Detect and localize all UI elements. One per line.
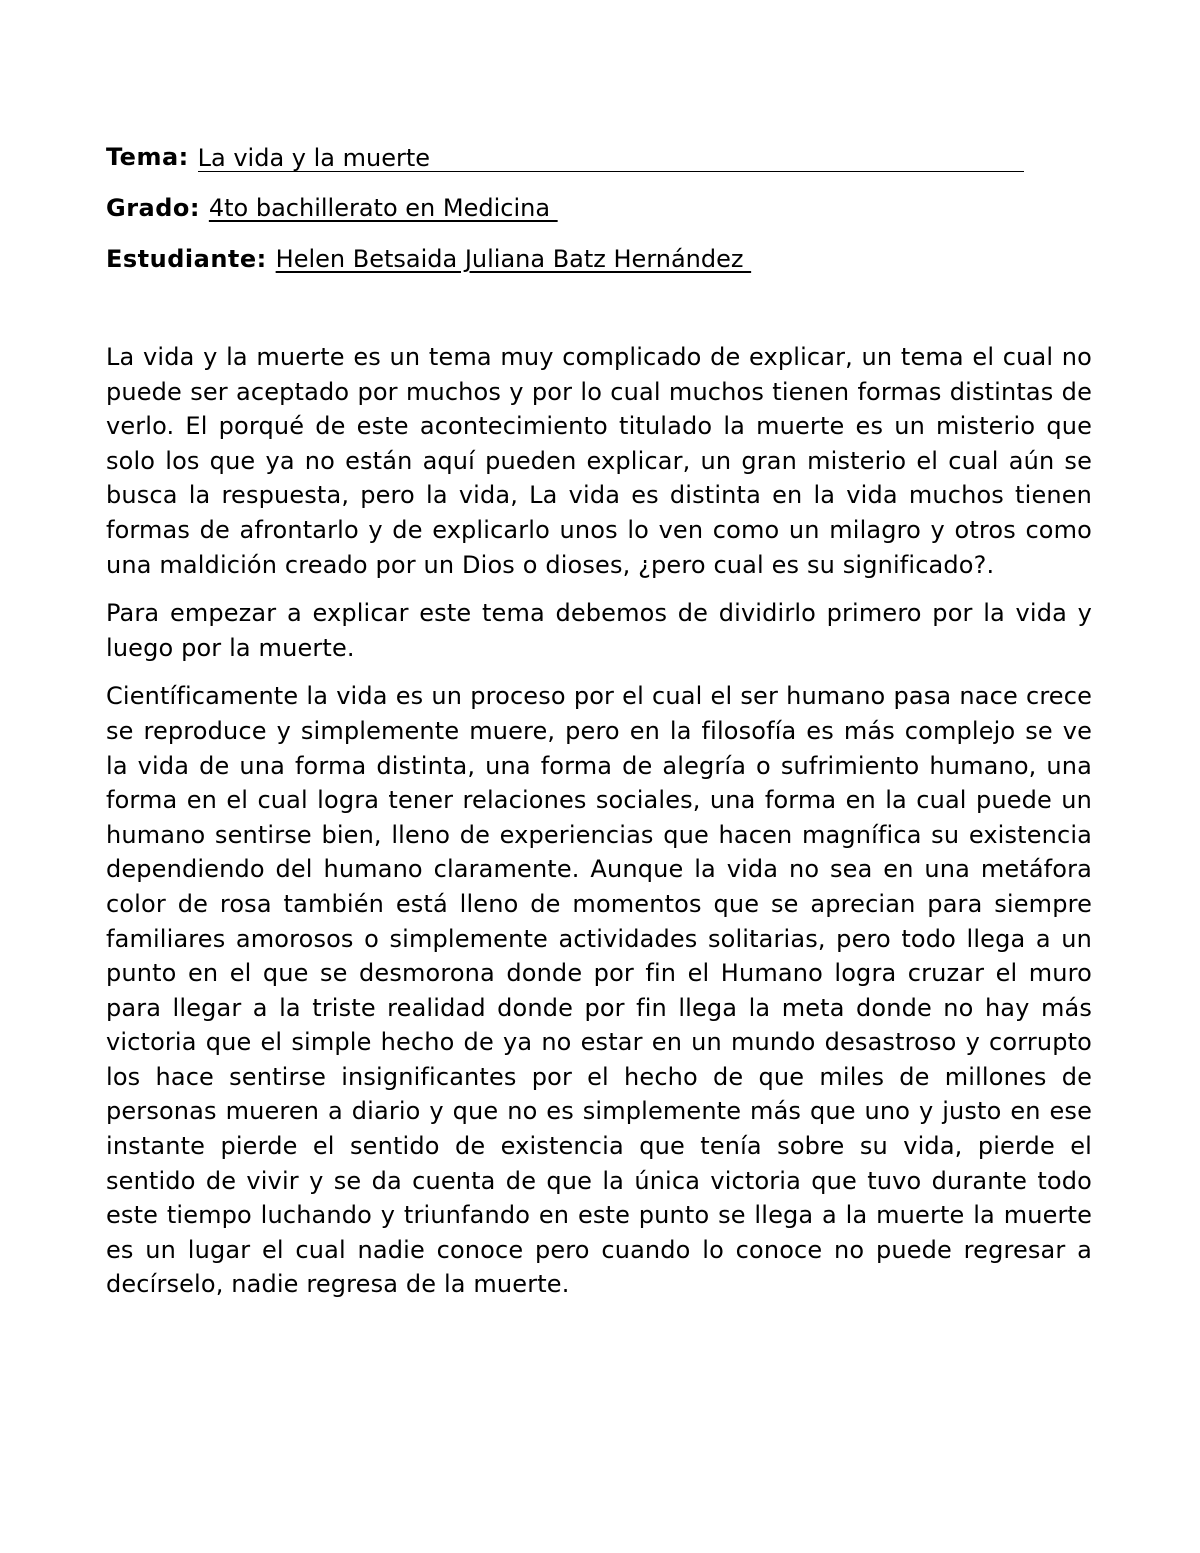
tema-label: Tema:: [106, 143, 198, 171]
document-page: [106, 140, 1092, 1299]
estudiante-line: [106, 242, 1092, 276]
estudiante-value: Helen Betsaida Juliana Batz Hernández: [275, 245, 752, 273]
paragraph-division: Para empezar a explicar este tema debemos de dividirlo primero por la vida y luego por la muerte.: [106, 599, 1092, 662]
grado-line: [106, 191, 1092, 225]
estudiante-label: Estudiante:: [106, 245, 276, 273]
tema-line: [106, 140, 1092, 174]
essay-body: [106, 340, 1092, 1316]
grado-label: Grado:: [106, 194, 209, 222]
grado-value: 4to bachillerato en Medicina: [208, 194, 558, 222]
tema-value: La vida y la muerte: [198, 145, 1024, 172]
paragraph-intro: La vida y la muerte es un tema muy complicado de explicar, un tema el cual no puede ser aceptado por muchos y por lo cual muchos tienen formas distintas de verlo. El porqué de este acontecimiento titulado la muerte es un misterio que solo los que ya no están aquí pueden explicar, un gran misterio el cual aún se busca la respuesta, pero la vida, La vida es distinta en la vida muchos tienen formas de afrontarlo y de explicarlo unos lo ven como un milagro y otros como una maldición creado por un Dios o dioses, ¿pero cual es su significado?.: [106, 343, 1092, 579]
paragraph-life: Científicamente la vida es un proceso por el cual el ser humano pasa nace crece se reproduce y simplemente muere, pero en la filosofía es más complejo se ve la vida de una forma distinta, una forma de alegría o sufrimiento humano, una forma en el cual logra tener relaciones sociales, una forma en la cual puede un humano sentirse bien, lleno de experiencias que hacen magnífica su existencia dependiendo del humano claramente. Aunque la vida no sea en una metáfora color de rosa también está lleno de momentos que se aprecian para siempre familiares amorosos o simplemente actividades solitarias, pero todo llega a un punto en el que se desmorona donde por fin el Humano logra cruzar el muro para llegar a la triste realidad donde por fin llega la meta donde no hay más victoria que el simple hecho de ya no estar en un mundo desastroso y corrupto los hace sentirse insignificantes por el hecho de que miles de millones de personas mueren a diario y que no es simplemente más que uno y justo en ese instante pierde el sentido de existencia que tenía sobre su vida, pierde el sentido de vivir y se da cuenta de que la única victoria que tuvo durante todo este tiempo luchando y triunfando en este punto se llega a la muerte la muerte es un lugar el cual nadie conoce pero cuando lo conoce no puede regresar a decírselo, nadie regresa de la muerte.: [106, 682, 1092, 1299]
